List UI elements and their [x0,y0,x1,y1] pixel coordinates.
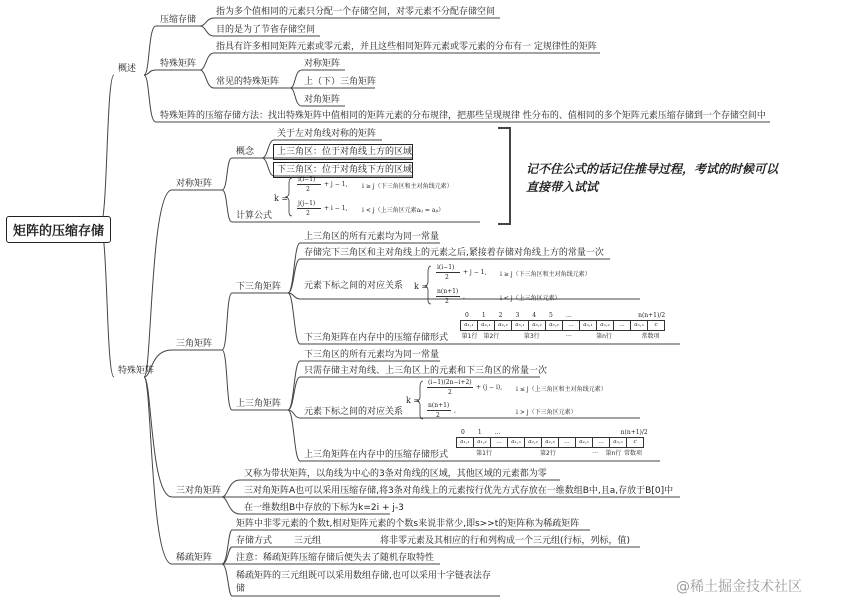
concept-label[interactable]: 概念 [236,147,255,157]
overview-special-label[interactable]: 特殊矩阵 [160,59,197,69]
upper-mem-index: 0 [461,429,465,436]
lower-mem-cell: … [562,320,579,331]
concept-1: 关于左对角线对称的矩阵 [277,129,377,139]
lower-mem-cells [460,320,665,331]
exam-note-line-2: 直接带入试试 [526,180,599,194]
root-topic[interactable]: 矩阵的压缩存储 [6,216,111,243]
lower-mem-index: 5 [549,312,553,319]
upper-r1-den: 2 [448,389,452,396]
lower-mem-index: 0 [465,312,469,319]
overview-label[interactable]: 概述 [118,64,137,74]
common-special-label[interactable]: 常见的特殊矩阵 [216,77,280,87]
upper-mem-row-label: 第1行 [476,450,492,457]
upper-r1-cond: i ≤ j（上三角区和主对角线元素） [516,386,607,393]
upper-formula-k: k = [406,396,421,405]
upper-mem-row-label: … [592,448,599,455]
sparse-item-3-cont: 储 [236,584,246,594]
lower-mem-cell: a₂,₂ [494,320,511,331]
sparse-item-1: 矩阵中非零元素的个数t,相对矩阵元素的个数s来说非常少,即s>>t的矩阵称为稀疏矩阵 [236,519,580,529]
lower-r2-den: 2 [445,298,449,305]
lower-r2-tail: , [463,293,465,300]
tridiagonal-item-2: 三对角矩阵A也可以采用压缩存储,将3条对角线上的元素按行优先方式存放在一维数组B中,且a,存放于B[0]中 [244,486,674,496]
sym-r2-num: j(j−1) [298,200,316,207]
upper-r1-bar [427,387,473,388]
upper-item-4: 上三角矩阵在内存中的压缩存储形式 [304,450,449,460]
symmetric-label[interactable]: 对称矩阵 [176,179,213,189]
lower-item-1: 上三角区的所有元素均为同一常量 [304,232,440,242]
sparse-triple-label[interactable]: 三元组 [294,536,322,546]
lower-r1-tail: + j − 1, [463,269,487,276]
lower-mem-cell: aₙ,₁ [579,320,596,331]
lower-item-2: 存储完下三角区和主对角线上的元素之后,紧接着存储对角线上方的常量一次 [304,248,604,258]
upper-r2-den: 2 [436,412,440,419]
compress-item-1: 指为多个值相同的元素只分配一个存储空间，对零元素不分配存储空间 [216,7,496,17]
sym-r2-cond: i < j（上三角区元素aᵢⱼ = aⱼᵢ） [362,207,445,214]
lower-mem-index: … [565,312,572,319]
upper-r1-num: (i−1)(2n−i+2) [428,379,472,386]
lower-r1-bar [436,272,460,273]
lower-mem-cell: … [613,320,630,331]
upper-item-1: 下三角区的所有元素均为同一常量 [304,350,440,360]
common-special-2: 上（下）三角矩阵 [304,77,377,87]
lower-r2-num: n(n+1) [437,288,459,295]
sparse-storage-label[interactable]: 存储方式 [236,536,273,546]
sym-r1-tail: + j − 1, [324,181,348,188]
upper-mem-cell: a₂,₃ [541,437,558,448]
lower-mem-cell: aₙ,₂ [596,320,613,331]
lower-formula-k: k = [414,282,429,291]
lower-mem-index: 3 [515,312,520,319]
sym-r1-den: 2 [306,186,310,193]
upper-mem-cell: a₂,₂ [524,437,541,448]
sym-r1-num: i(i−1) [298,176,316,183]
upper-mem-cell: a₂,ₙ [575,437,592,448]
formula-label[interactable]: 计算公式 [236,211,273,221]
sym-r2-tail: + i − 1, [324,205,348,212]
sparse-item-3: 稀疏矩阵的三元组既可以采用数组存储,也可以采用十字链表法存 [236,571,491,581]
upper-mem-cell: a₁,₁ [456,437,473,448]
lower-mem-cell: c [647,320,665,331]
upper-mem-row-label: 第2行 [540,450,556,457]
tridiagonal-item-1: 又称为带状矩阵，以角线为中心的3条对角线的区域，其他区域的元素都为零 [244,469,547,479]
lower-mem-index: 2 [498,312,503,319]
concept-3: 下三角区：位于对角线下方的区域 [277,165,413,175]
compress-label[interactable]: 压缩存储 [160,15,197,25]
upper-r2-num: n(n+1) [428,402,450,409]
upper-item-2: 只需存储主对角线、上三角区上的元素和下三角区的常量一次 [304,366,548,376]
exam-note-line-1: 记不住公式的话记住推导过程，考试的时候可以 [526,162,779,176]
lower-label[interactable]: 下三角矩阵 [236,282,282,292]
lower-mem-row-label: 第3行 [523,333,540,340]
upper-r2-tail: , [454,407,456,414]
upper-label[interactable]: 上三角矩阵 [236,399,282,409]
tridiagonal-item-3: 在一维数组B中存放的下标为k=2i + j-3 [244,503,404,513]
upper-mem-cell: c [626,437,644,448]
triangular-label[interactable]: 三角矩阵 [176,339,213,349]
compress-method: 特殊矩阵的压缩存储方法：找出特殊矩阵中值相同的矩阵元素的分布规律，把那些呈现规律 性分布的、值相同的多个矩阵元素压缩存储到一个存储空间中 [160,111,766,121]
upper-mem-cell: a₁,₂ [473,437,490,448]
lower-mem-row-label: 第2行 [483,333,500,340]
upper-mem-index: n(n+1)/2 [620,429,648,436]
lower-r1-den: 2 [445,274,449,281]
common-special-1: 对称矩阵 [304,59,341,69]
sparse-item-2: 注意：稀疏矩阵压缩存储后便失去了随机存取特性 [236,553,435,563]
upper-mem-cell: … [490,437,507,448]
lower-mem-cell: a₂,₁ [477,320,494,331]
lower-mem-cell: aₙ,ₙ [630,320,647,331]
upper-mem-cell: … [558,437,575,448]
special-matrix-label[interactable]: 特殊矩阵 [118,366,155,376]
sym-formula-k: k = [274,194,289,203]
compress-item-2: 目的是为了节省存储空间 [216,25,316,35]
lower-item-3: 元素下标之间的对应关系 [304,281,404,291]
upper-mem-row-label: 第n行 [605,450,622,457]
sym-r2-bar [297,208,321,209]
upper-r2-bar [427,410,451,411]
overview-special-desc: 指具有许多相同矩阵元素或零元素，并且这些相同矩阵元素或零元素的分布有一 定规律性的矩阵 [216,42,597,52]
upper-mem-cell: a₁,ₙ [507,437,524,448]
sym-r1-cond: i ≥ j（下三角区和主对角线元素） [362,183,453,190]
upper-mem-row-label: 常数项 [624,450,643,457]
sym-r1-bar [297,184,321,185]
lower-mem-row-label: 常数项 [641,333,660,340]
lower-mem-row-label: … [565,331,572,338]
exam-note [526,160,778,196]
tridiagonal-label[interactable]: 三对角矩阵 [176,486,222,496]
sparse-triple-desc: 将非零元素及其相应的行和列构成一个三元组(行标，列标，值) [380,536,631,546]
upper-mem-cell: aₙ,ₙ [609,437,626,448]
lower-r1-cond: i ≥ j（下三角区和主对角线元素） [500,271,591,278]
upper-r1-tail: + (j − i), [476,384,503,391]
lower-mem-cell: a₃,₃ [545,320,562,331]
upper-item-3: 元素下标之间的对应关系 [304,407,404,417]
sym-r2-den: 2 [306,210,310,217]
sparse-label[interactable]: 稀疏矩阵 [176,553,213,563]
upper-mem-index: 1 [477,429,482,436]
lower-mem-cell: a₁,₁ [460,320,477,331]
lower-item-4: 下三角矩阵在内存中的压缩存储形式 [304,333,449,343]
lower-mem-row-label: 第n行 [596,333,612,340]
lower-mem-index: 4 [532,312,537,319]
upper-mem-index: … [494,429,501,436]
lower-r2-bar [436,296,460,297]
upper-mem-cells [456,437,644,448]
lower-r2-cond: i < j（上三角区元素） [500,295,561,302]
concept-2: 上三角区：位于对角线上方的区域 [277,147,413,157]
common-special-3: 对角矩阵 [304,95,341,105]
lower-mem-row-label: 第1行 [461,333,478,340]
lower-mem-cell: a₃,₂ [528,320,545,331]
lower-mem-cell: a₃,₁ [511,320,528,331]
upper-r2-cond: i > j（下三角区元素） [516,409,577,416]
watermark: @稀土掘金技术社区 [676,579,802,595]
lower-r1-num: i(i−1) [437,264,455,271]
lower-mem-index: 1 [481,312,486,319]
lower-mem-index: n(n+1)/2 [638,312,666,319]
upper-mem-cell: … [592,437,609,448]
